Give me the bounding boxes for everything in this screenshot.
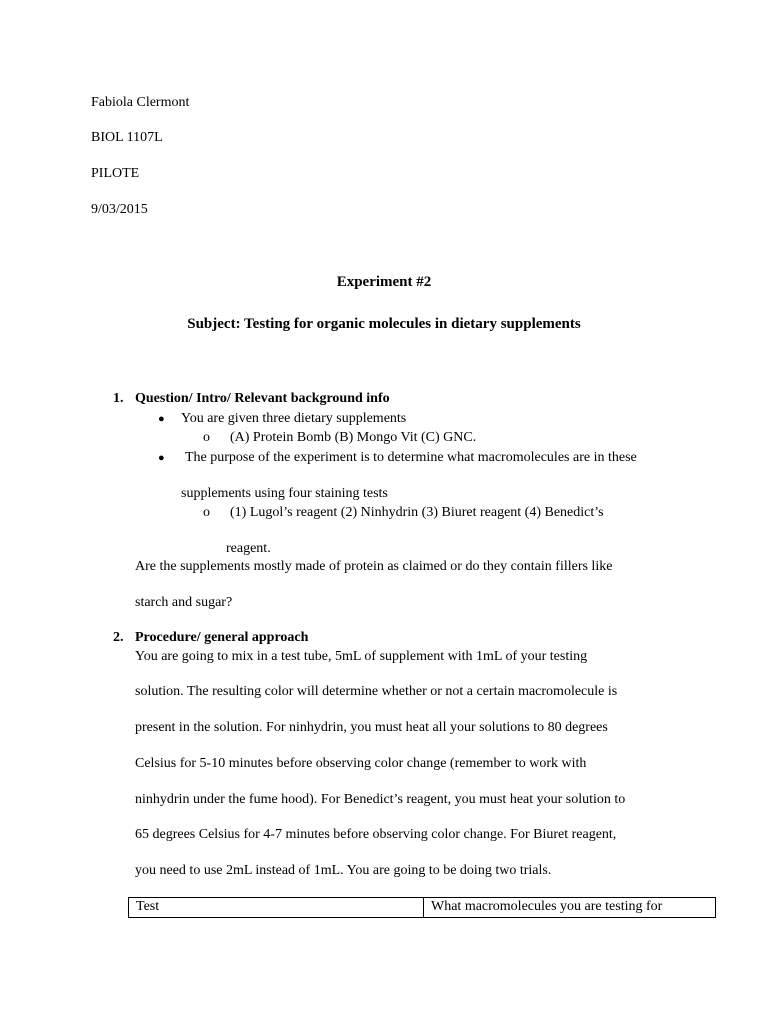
procedure-line: solution. The resulting color will determine whether or not a certain macromolecule is (135, 684, 618, 699)
bullet-icon: ● (158, 413, 165, 425)
table-header-test: Test (129, 898, 424, 918)
bullet-text-purpose-line2: supplements using four staining tests (181, 486, 388, 501)
course-code: BIOL 1107L (91, 130, 163, 145)
procedure-line: present in the solution. For ninhydrin, you must heat all your solutions to 80 degrees (135, 720, 608, 735)
student-name: Fabiola Clermont (91, 95, 190, 110)
sub-bullet-icon: o (203, 430, 210, 445)
subject-title: Subject: Testing for organic molecules in dietary supplements (187, 316, 581, 332)
instructor-name: PILOTE (91, 166, 140, 181)
sub-bullet-icon: o (203, 505, 210, 520)
tests-table (128, 897, 716, 918)
procedure-line: you need to use 2mL instead of 1mL. You are going to be doing two trials. (135, 863, 552, 878)
question-line: Are the supplements mostly made of protein as claimed or do they contain fillers like (135, 559, 613, 574)
sub-bullet-text-supplement-list: (A) Protein Bomb (B) Mongo Vit (C) GNC. (230, 430, 477, 445)
bullet-text-purpose-line1: The purpose of the experiment is to determine what macromolecules are in these (185, 450, 637, 465)
sub-bullet-text-tests-line1: (1) Lugol’s reagent (2) Ninhydrin (3) Biuret reagent (4) Benedict’s (230, 505, 604, 520)
procedure-line: Celsius for 5-10 minutes before observing color change (remember to work with (135, 756, 587, 771)
section-1-number: 1. (113, 391, 124, 406)
sub-bullet-text-tests-line2: reagent. (226, 541, 271, 556)
bullet-text-supplements: You are given three dietary supplements (181, 411, 407, 426)
section-2-heading: Procedure/ general approach (135, 630, 309, 645)
question-line: starch and sugar? (135, 595, 233, 610)
section-2-number: 2. (113, 630, 124, 645)
experiment-title: Experiment #2 (336, 274, 432, 290)
procedure-line: ninhydrin under the fume hood). For Benedict’s reagent, you must heat your solution to (135, 792, 626, 807)
procedure-line: 65 degrees Celsius for 4-7 minutes before observing color change. For Biuret reagent, (135, 827, 617, 842)
report-date: 9/03/2015 (91, 202, 148, 217)
bullet-icon: ● (158, 452, 165, 464)
procedure-line: You are going to mix in a test tube, 5mL of supplement with 1mL of your testing (135, 649, 588, 664)
table-header-row (129, 898, 716, 918)
table-header-macromolecules: What macromolecules you are testing for (424, 898, 716, 918)
section-1-heading: Question/ Intro/ Relevant background info (135, 391, 390, 406)
